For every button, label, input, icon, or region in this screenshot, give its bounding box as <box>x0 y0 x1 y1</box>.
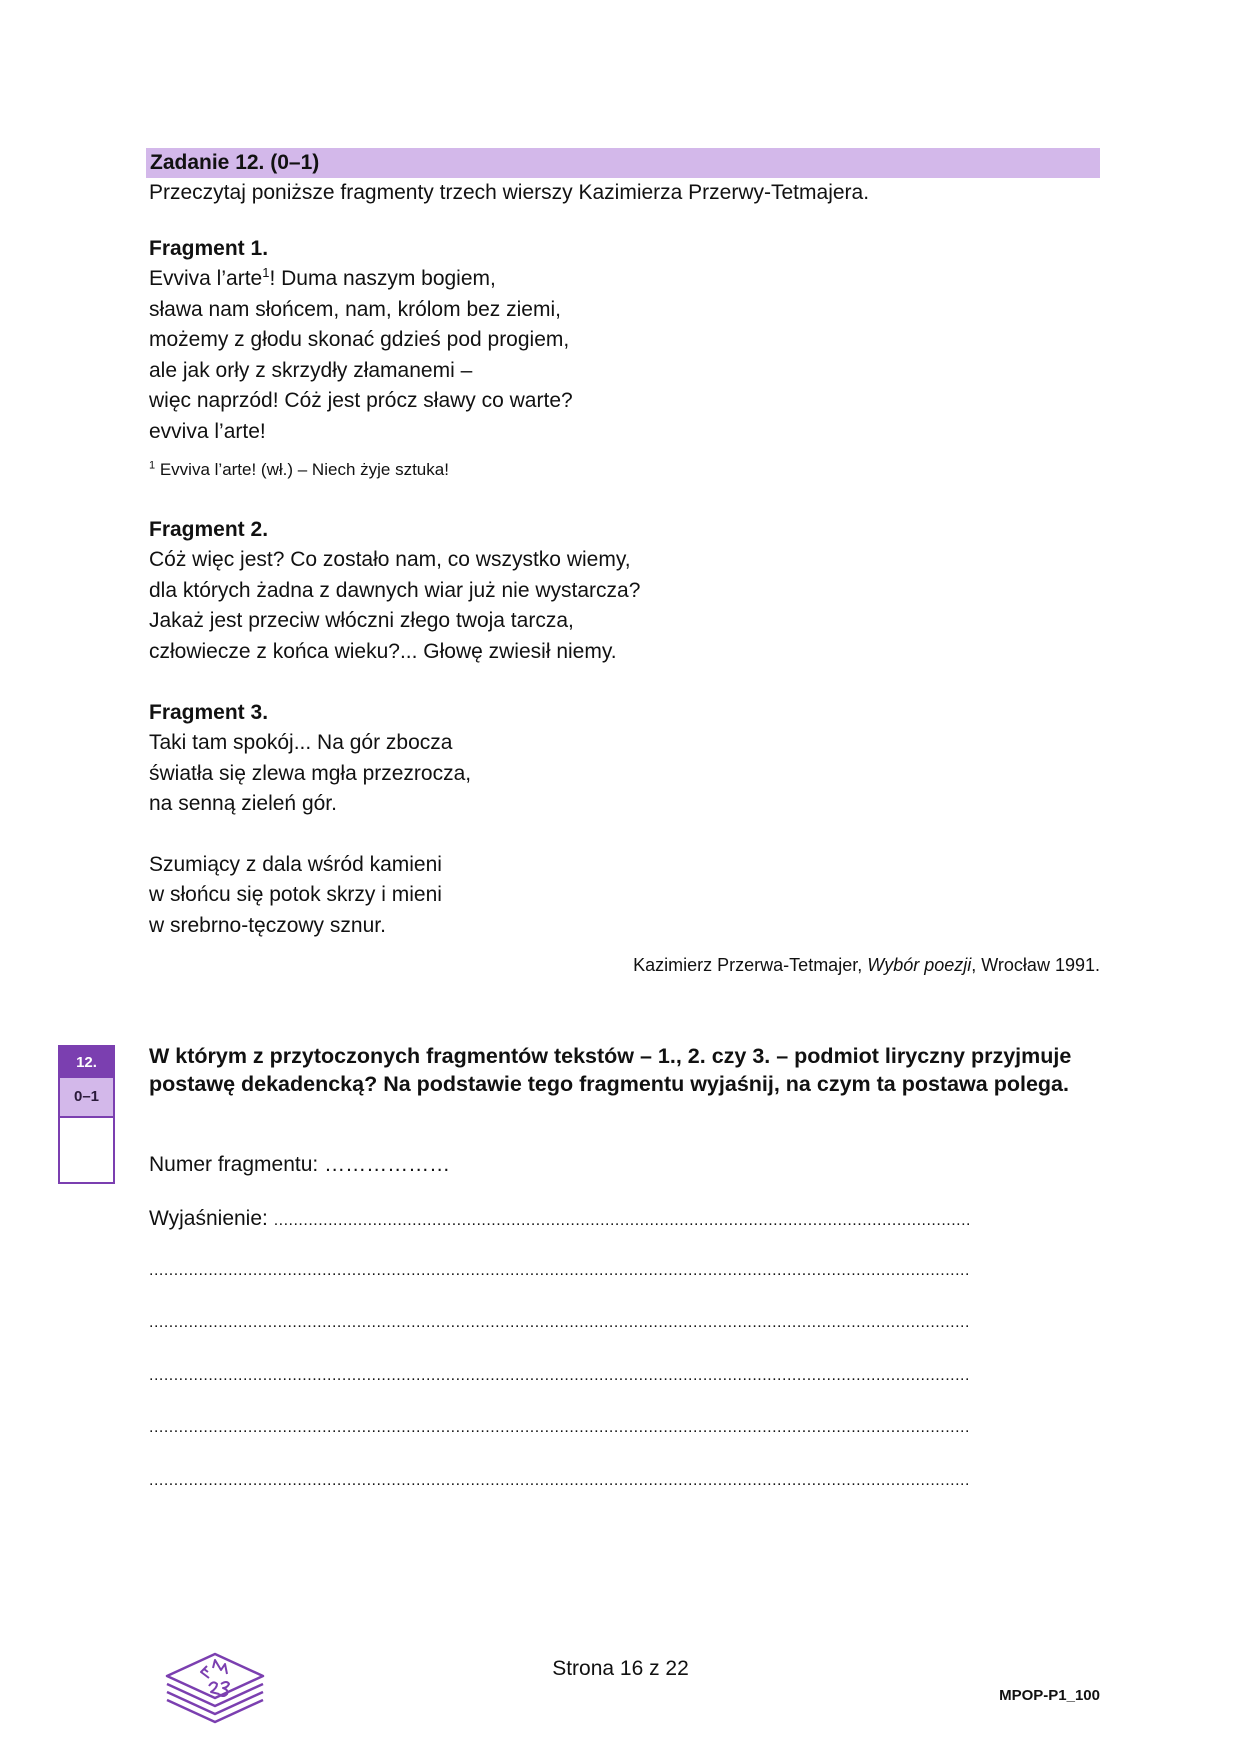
fragment-2-title: Fragment 2. <box>149 518 269 541</box>
footnote <box>149 460 449 480</box>
fragment-1-line: możemy z głodu skonać gdzieś pod progiem, <box>149 328 570 351</box>
fragment-3-line: w słońcu się potok skrzy i mieni <box>149 883 442 906</box>
fragment-3-line: światła się zlewa mgła przezrocza, <box>149 761 472 785</box>
answer-line[interactable]: ...................................................................................................................................................................... <box>149 1262 970 1279</box>
stanza-break <box>149 820 471 850</box>
document-code: MPOP-P1_100 <box>999 1687 1100 1704</box>
fragment-3-title: Fragment 3. <box>149 701 269 724</box>
fragment-1-line-text: Evviva l’arte <box>149 267 263 290</box>
answer-dots: ............................................................................................................................................. <box>273 1212 971 1229</box>
fragment-2-line: Cóż więc jest? Co zostało nam, co wszystko wiemy, <box>149 548 631 571</box>
fragment-2-line: dla których żadna z dawnych wiar już nie wystarcza? <box>149 578 641 602</box>
answer-line[interactable]: ...................................................................................................................................................................... <box>149 1419 970 1436</box>
fragment-3-line: w srebrno-tęczowy sznur. <box>149 913 386 937</box>
score-field[interactable] <box>60 1118 113 1182</box>
footnote-text: Evviva l’arte! (wł.) – Niech żyje sztuka! <box>155 460 449 479</box>
fragment-1-line-text: ! Duma naszym bogiem, <box>269 267 496 290</box>
source-author: Kazimierz Przerwa-Tetmajer, <box>633 955 868 975</box>
fragment-1-line: sława nam słońcem, nam, królom bez ziemi, <box>149 297 561 321</box>
footnote-mark: 1 <box>149 459 156 472</box>
fragment-3-line: Szumiący z dala wśród kamieni <box>149 852 442 876</box>
source-citation <box>633 954 1100 976</box>
task-header <box>146 148 1100 178</box>
fragment-1-line: więc naprzód! Cóż jest prócz sławy co warte? <box>149 389 573 412</box>
score-range: 0–1 <box>60 1078 113 1118</box>
score-box <box>58 1045 115 1184</box>
fragment-2-line: człowiecze z końca wieku?... Głowę zwiesił niemy. <box>149 639 617 663</box>
fragment-2-line: Jakaż jest przeciw włóczni złego twoja tarcza, <box>149 609 574 632</box>
fragment-number-answer[interactable]: Numer fragmentu: ……………… <box>149 1153 451 1176</box>
page-number: Strona 16 z 22 <box>552 1657 689 1680</box>
fragment-3-line: na senną zieleń gór. <box>149 792 337 815</box>
answer-line[interactable]: ...................................................................................................................................................................... <box>149 1314 970 1331</box>
explanation-label: Wyjaśnienie: <box>149 1207 274 1230</box>
fragment-1-line: evviva l’arte! <box>149 419 266 443</box>
footnote-reference: 1 <box>262 265 270 280</box>
fragment-3-line: Taki tam spokój... Na gór zbocza <box>149 731 453 754</box>
explanation-answer-line[interactable] <box>149 1206 971 1234</box>
fragment-1-title: Fragment 1. <box>149 237 269 260</box>
answer-line[interactable]: ...................................................................................................................................................................... <box>149 1367 970 1384</box>
question-text: W którym z przytoczonych fragmentów tekstów – 1., 2. czy 3. – podmiot liryczny przyjmuje postawę dekadencką? Na podstawie tego fragmentu wyjaśnij, na czym ta postawa polega. <box>149 1044 1072 1096</box>
fragment-1-line <box>149 264 573 295</box>
task-intro: Przeczytaj poniższe fragmenty trzech wierszy Kazimierza Przerwy-Tetmajera. <box>149 181 870 204</box>
source-place-year: , Wrocław 1991. <box>971 955 1100 975</box>
score-task-number: 12. <box>60 1047 113 1078</box>
fragment-1-line: ale jak orły z skrzydły złamanemi – <box>149 358 473 382</box>
task-title: Zadanie 12. (0–1) <box>150 151 320 174</box>
fragment-3 <box>149 700 471 941</box>
answer-line[interactable]: ...................................................................................................................................................................... <box>149 1472 970 1489</box>
fragment-2 <box>149 517 640 667</box>
source-book-title: Wybór poezji <box>867 955 972 975</box>
fragment-1 <box>149 236 573 447</box>
